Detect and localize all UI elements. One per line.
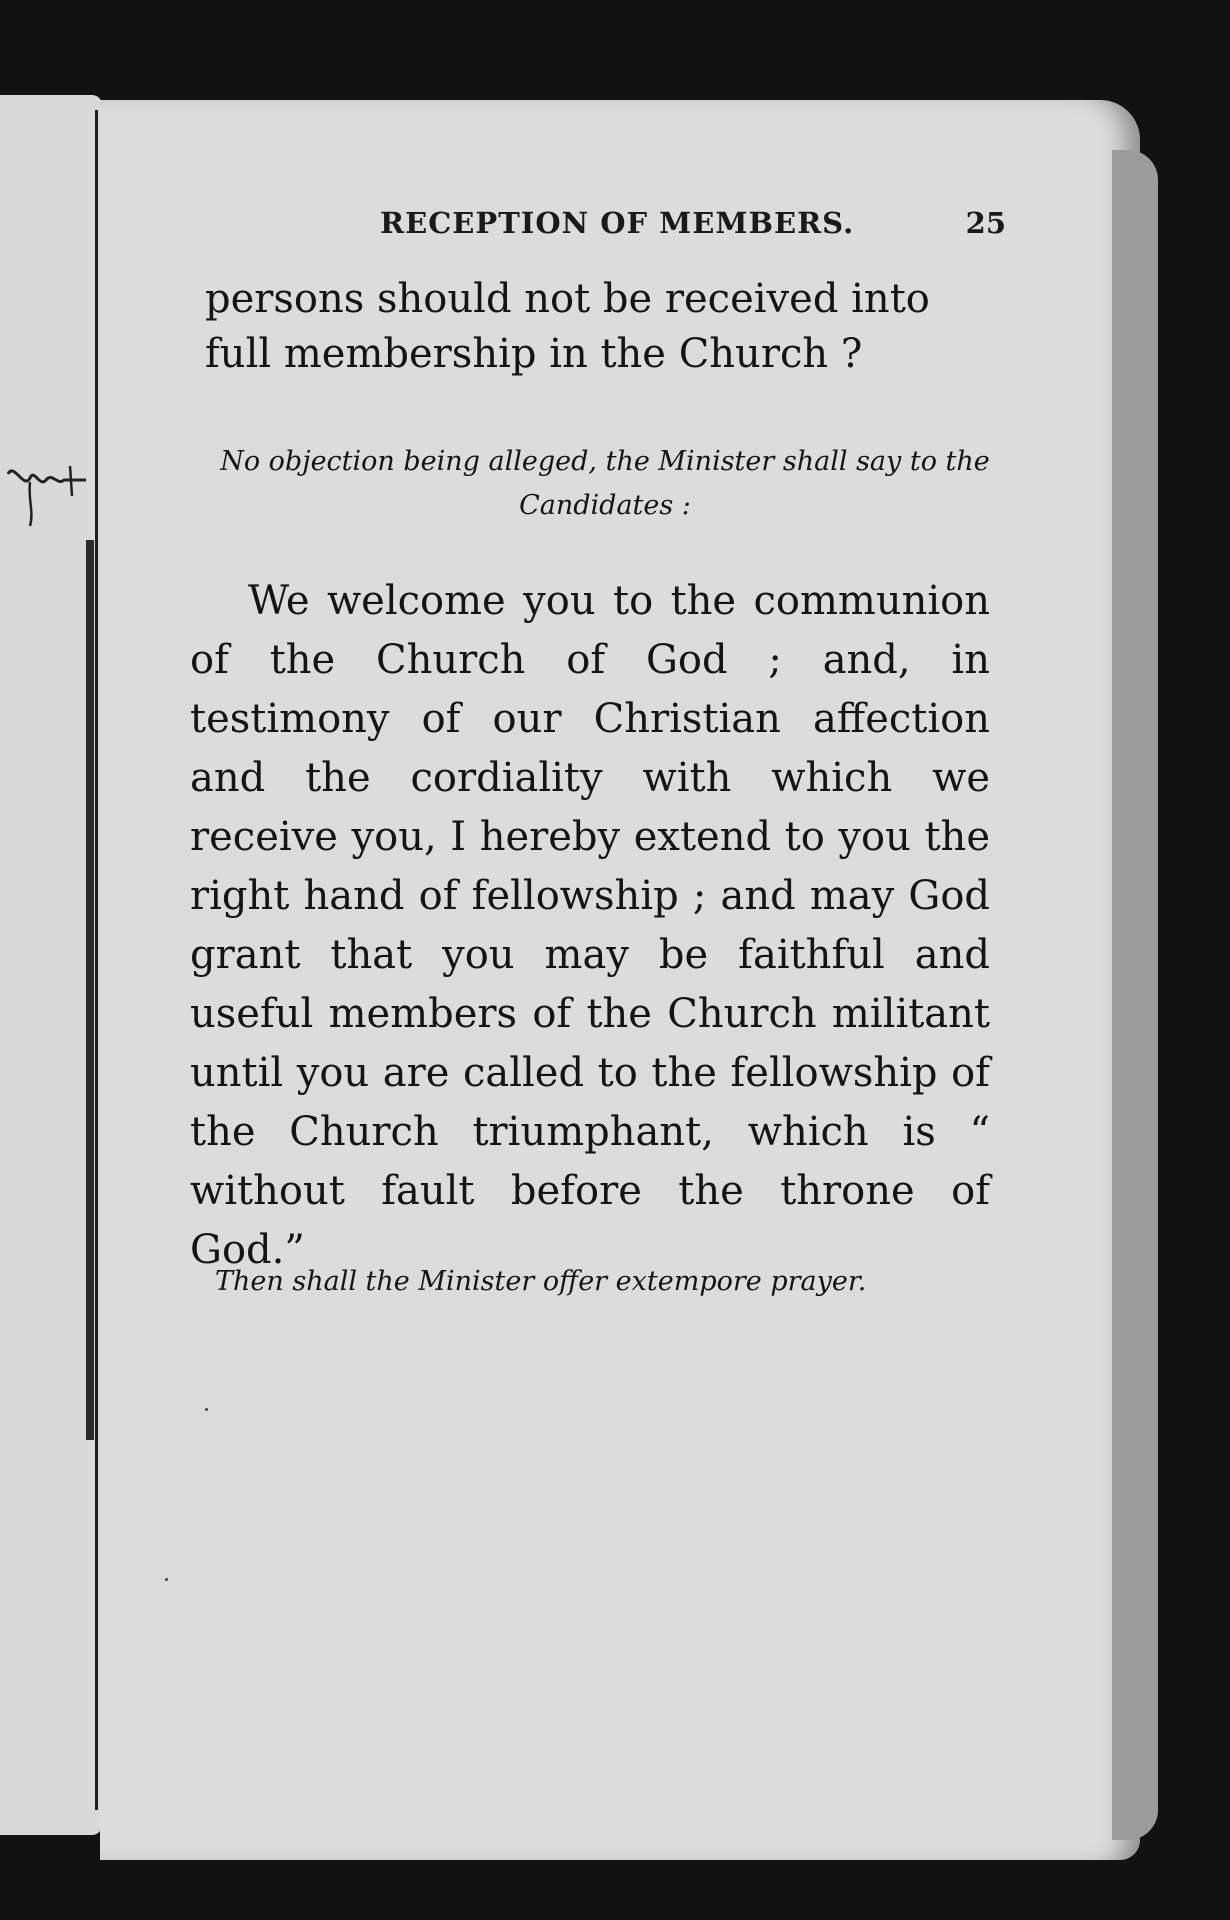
rubric-instruction: Then shall the Minister offer extempore prayer.: [215, 1266, 867, 1297]
running-head: RECEPTION OF MEMBERS.: [380, 206, 855, 240]
paper-speck: [165, 1578, 168, 1581]
paragraph-continuation: persons should not be received into full membership in the Church ?: [205, 276, 930, 377]
handwritten-margin-mark: [0, 460, 90, 530]
gutter-line: [95, 110, 98, 1810]
page-fore-edge: [1112, 150, 1158, 1840]
paragraph-welcome: We welcome you to the communion of the Church of God ; and, in testimony of our Christian affection and the cordiality with which we receive you, I hereby extend to you the right hand of fellowship ; and may God grant that you may be faithful and useful members of the Church militant until you are called to the fellowship of the Church triumphant, which is “ without fault before the throne of God.”: [190, 578, 990, 1273]
page-header: [200, 200, 1020, 250]
paper-speck: [205, 1408, 208, 1411]
page-number: 25: [965, 206, 1006, 240]
rubric-instruction: No objection being alleged, the Minister shall say to the Candidates :: [220, 446, 990, 521]
handwriting-scribble-icon: [0, 460, 90, 530]
gutter-shadow: [86, 540, 94, 1440]
